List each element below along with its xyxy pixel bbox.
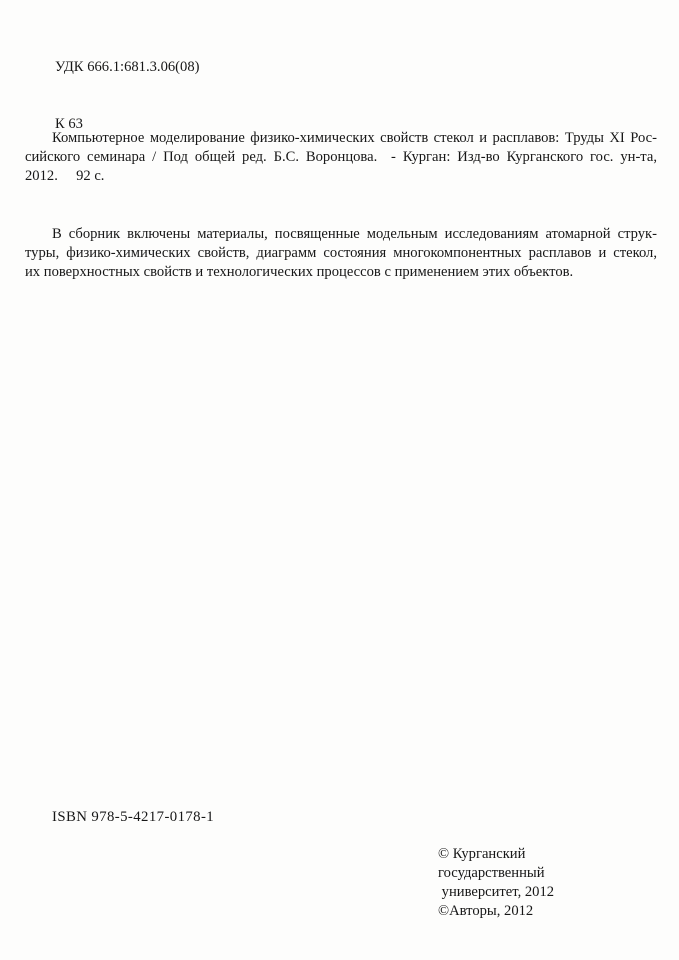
bibliographic-record-line: 2012. 92 с. bbox=[25, 168, 105, 184]
copyright-line: ©Авторы, 2012 bbox=[438, 903, 534, 919]
copyright-line: © Курганский bbox=[438, 846, 526, 862]
abstract-line: В сборник включены материалы, посвященные модельным исследованиям атомарной струк- bbox=[52, 226, 657, 242]
isbn-number: ISBN 978-5-4217-0178-1 bbox=[52, 809, 215, 825]
bibliographic-record-line: сийского семинара / Под общей ред. Б.С. Воронцова. - Курган: Изд-во Курганского гос. ун-та, bbox=[25, 149, 657, 165]
abstract-paragraph bbox=[25, 225, 657, 282]
copyright-block bbox=[438, 845, 554, 921]
copyright-line: государственный bbox=[438, 865, 545, 881]
bibliographic-record bbox=[25, 129, 657, 186]
abstract-line: их поверхностных свойств и технологических процессов с применением этих объектов. bbox=[25, 264, 574, 280]
catalog-code: К 63 bbox=[55, 116, 83, 132]
copyright-line: университет, 2012 bbox=[438, 884, 555, 900]
udk-number: УДК 666.1:681.3.06(08) bbox=[55, 59, 200, 75]
bibliographic-record-line: Компьютерное моделирование физико-химических свойств стекол и расплавов: Труды XI Рос- bbox=[52, 130, 657, 146]
abstract-line: туры, физико-химических свойств, диаграмм состояния многокомпонентных расплавов и стекол, bbox=[25, 245, 657, 261]
